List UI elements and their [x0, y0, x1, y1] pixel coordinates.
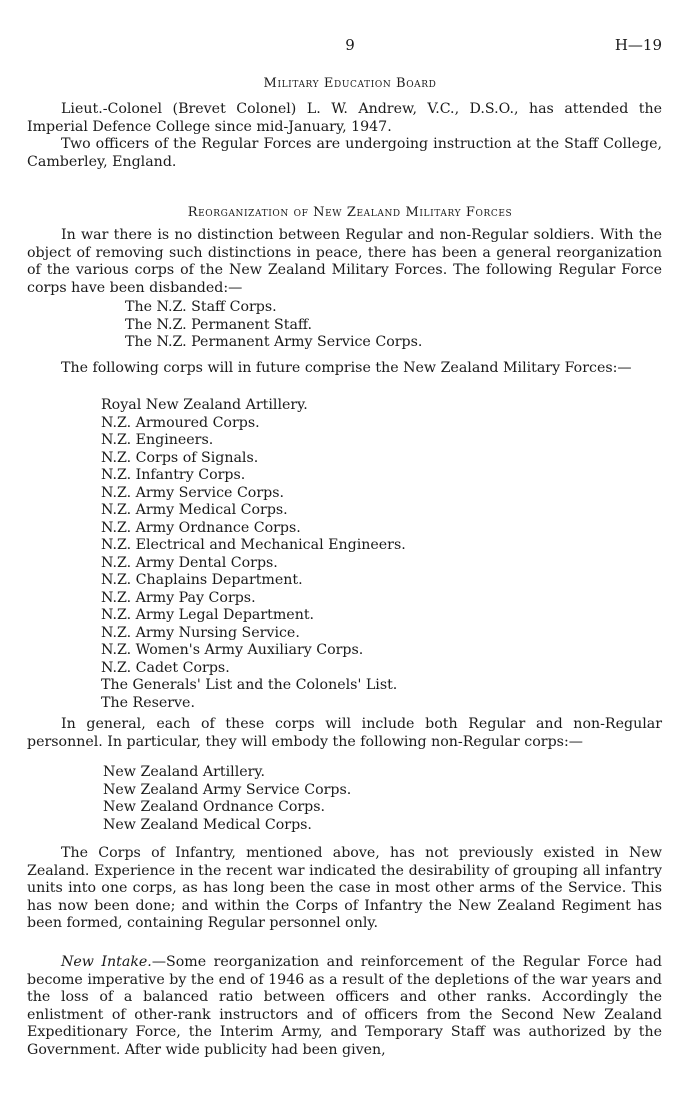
list-item: N.Z. Corps of Signals. [101, 449, 259, 466]
list-item: The N.Z. Staff Corps. [125, 299, 277, 315]
section-heading-military-education-board: Military Education Board [263, 76, 437, 91]
list-item: N.Z. Army Dental Corps. [101, 554, 278, 571]
list-item: N.Z. Chaplains Department. [101, 572, 303, 588]
list-item: N.Z. Army Pay Corps. [101, 589, 256, 606]
non-regular-corps-list [103, 764, 351, 834]
list-item: N.Z. Army Medical Corps. [101, 502, 288, 518]
list-item: N.Z. Army Legal Department. [101, 607, 315, 623]
list-item: N.Z. Army Ordnance Corps. [101, 519, 301, 536]
list-item: The Reserve. [101, 694, 195, 711]
paragraph-personnel: In general, each of these corps will include both Regular and non-Regular personnel. In particular, they will embody the following non-Regular corps:— [27, 716, 662, 750]
list-item: New Zealand Army Service Corps. [103, 781, 352, 798]
paragraph-future-corps-intro: The following corps will in future comprise the New Zealand Military Forces:— [61, 360, 632, 376]
new-intake-title: New Intake. [61, 954, 152, 970]
list-item: New Zealand Artillery. [103, 764, 266, 780]
paragraph-staff-college: Two officers of the Regular Forces are undergoing instruction at the Staff College, Camberley, England. [27, 136, 662, 170]
paragraph-andrew: Lieut.-Colonel (Brevet Colonel) L. W. Andrew, V.C., D.S.O., has attended the Imperial Defence College since mid-January, 1947. [27, 101, 662, 135]
disbanded-corps-list [125, 299, 422, 352]
list-item: N.Z. Army Service Corps. [101, 484, 285, 501]
list-item: New Zealand Medical Corps. [103, 816, 312, 833]
list-item: Royal New Zealand Artillery. [101, 397, 308, 413]
list-item: N.Z. Women's Army Auxiliary Corps. [101, 642, 364, 658]
list-item: N.Z. Infantry Corps. [101, 467, 246, 483]
list-item: N.Z. Armoured Corps. [101, 414, 260, 431]
list-item: New Zealand Ordnance Corps. [103, 799, 326, 815]
list-item: N.Z. Army Nursing Service. [101, 624, 300, 641]
section-heading-reorganization: Reorganization of New Zealand Military Forces [187, 205, 513, 220]
page-number: 9 [345, 36, 355, 54]
future-corps-list [101, 397, 406, 712]
paragraph-new-intake [27, 954, 662, 1059]
list-item: N.Z. Electrical and Mechanical Engineers. [101, 537, 406, 553]
list-item: The N.Z. Permanent Army Service Corps. [125, 334, 423, 350]
list-item: The Generals' List and the Colonels' List. [101, 677, 398, 693]
new-intake-text: —Some reorganization and reinforcement of the Regular Force had become imperative by the end of 1946 as a result of the depletions of the war years and the loss of a balanced ratio between officers and other ranks. Accordingly the enlistment of other-rank instructors and of officers from the Second New Zealand Expeditionary Force, the Interim Army, and Temporary Staff was authorized by the Government. After wide publicity had been given, [27, 954, 663, 1058]
list-item: The N.Z. Permanent Staff. [125, 316, 312, 333]
document-reference: H—19 [614, 36, 662, 54]
paragraph-corps-of-infantry: The Corps of Infantry, mentioned above, has not previously existed in New Zealand. Experience in the recent war indicated the desirability of grouping all infantry units into one corps, as has long been the case in most other arms of the Service. This has now been done; and within the Corps of Infantry the New Zealand Regiment has been formed, containing Regular personnel only. [27, 845, 662, 931]
paragraph-reorganization-intro: In war there is no distinction between Regular and non-Regular soldiers. With the object of removing such distinctions in peace, there has been a general reorganization of the various corps of the New Zealand Military Forces. The following Regular Force corps have been disbanded:— [27, 227, 662, 296]
list-item: N.Z. Cadet Corps. [101, 659, 230, 676]
list-item: N.Z. Engineers. [101, 432, 214, 448]
